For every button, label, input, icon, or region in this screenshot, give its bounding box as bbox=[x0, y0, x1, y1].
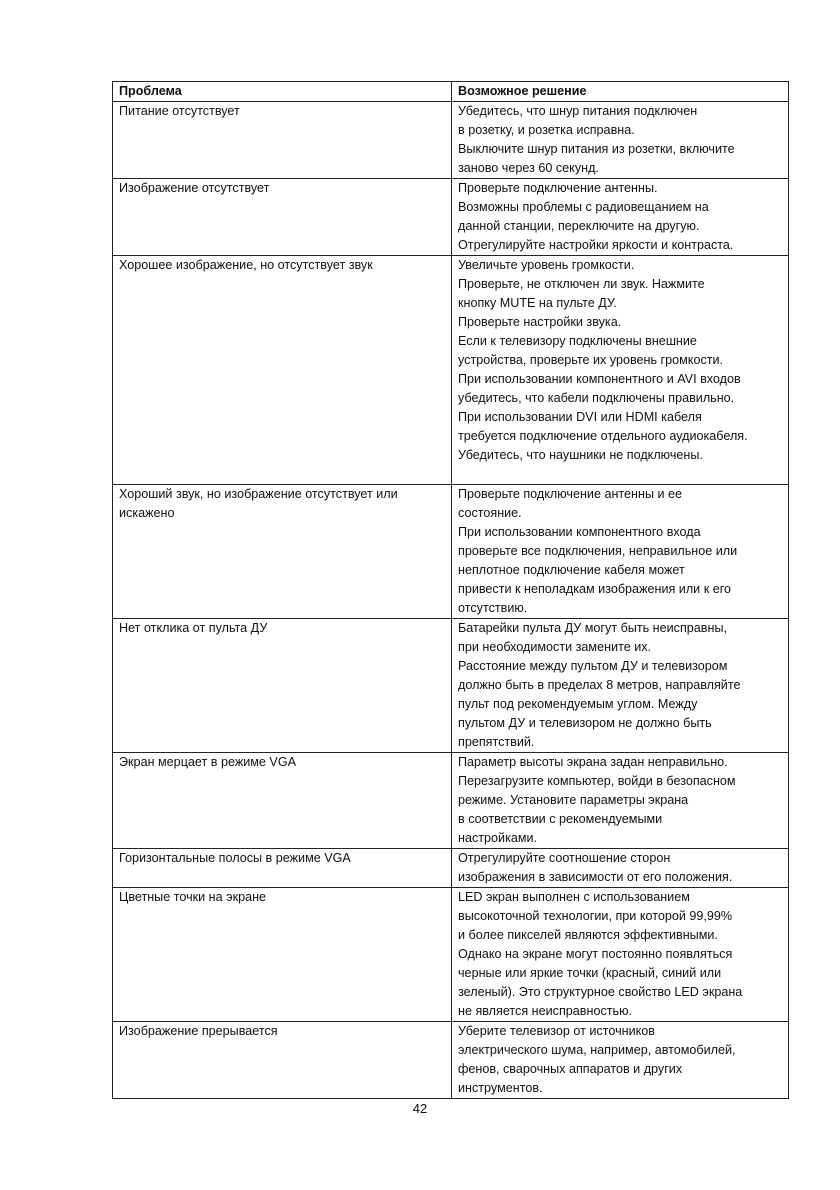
table-header-row bbox=[113, 82, 789, 102]
solution-line: данной станции, переключите на другую. bbox=[458, 219, 700, 233]
solution-line: Если к телевизору подключены внешние bbox=[458, 334, 697, 348]
problem-cell: Питание отсутствует bbox=[113, 102, 452, 179]
solution-line: отсутствию. bbox=[458, 601, 528, 615]
solution-cell bbox=[452, 485, 789, 619]
table-body bbox=[113, 102, 789, 1099]
solution-line: Расстояние между пультом ДУ и телевизором bbox=[458, 659, 728, 673]
solution-cell bbox=[452, 102, 789, 179]
solution-line: пульт под рекомендуемым углом. Между bbox=[458, 697, 698, 711]
solution-cell bbox=[452, 179, 789, 256]
solution-line: убедитесь, что кабели подключены правильно. bbox=[458, 391, 735, 405]
solution-line: При использовании компонентного и AVI входов bbox=[458, 372, 741, 386]
solution-line: пультом ДУ и телевизором не должно быть bbox=[458, 716, 712, 730]
solution-cell bbox=[452, 753, 789, 849]
solution-line: Убедитесь, что шнур питания подключен bbox=[458, 104, 698, 118]
solution-line: при необходимости замените их. bbox=[458, 640, 652, 654]
problem-cell: Горизонтальные полосы в режиме VGA bbox=[113, 849, 452, 888]
problem-cell: Изображение отсутствует bbox=[113, 179, 452, 256]
solution-line: При использовании компонентного входа bbox=[458, 525, 701, 539]
problem-cell: Нет отклика от пульта ДУ bbox=[113, 619, 452, 753]
solution-line: не является неисправностью. bbox=[458, 1004, 633, 1018]
table-row bbox=[113, 619, 789, 753]
problem-cell: Изображение прерывается bbox=[113, 1022, 452, 1099]
solution-line: режиме. Установите параметры экрана bbox=[458, 793, 689, 807]
solution-cell bbox=[452, 888, 789, 1022]
solution-line: неплотное подключение кабеля может bbox=[458, 563, 685, 577]
problem-cell: Экран мерцает в режиме VGA bbox=[113, 753, 452, 849]
solution-cell bbox=[452, 619, 789, 753]
problem-cell: Цветные точки на экране bbox=[113, 888, 452, 1022]
table-row bbox=[113, 485, 789, 619]
solution-line: должно быть в пределах 8 метров, направляйте bbox=[458, 678, 741, 692]
solution-line: препятствий. bbox=[458, 735, 535, 749]
solution-line bbox=[458, 465, 784, 484]
solution-line: Отрегулируйте настройки яркости и контраста. bbox=[458, 238, 734, 252]
solution-line: устройства, проверьте их уровень громкости. bbox=[458, 353, 724, 367]
solution-line: и более пикселей являются эффективными. bbox=[458, 928, 718, 942]
table-row bbox=[113, 753, 789, 849]
solution-line: Перезагрузите компьютер, войди в безопасном bbox=[458, 774, 736, 788]
solution-line: Убедитесь, что наушники не подключены. bbox=[458, 448, 703, 462]
table-row bbox=[113, 179, 789, 256]
solution-line: высокоточной технологии, при которой 99,99% bbox=[458, 909, 733, 923]
solution-line: Проверьте, не отключен ли звук. Нажмите bbox=[458, 277, 705, 291]
solution-line: кнопку MUTE на пульте ДУ. bbox=[458, 296, 617, 310]
solution-line: Увеличьте уровень громкости. bbox=[458, 258, 635, 272]
header-problem: Проблема bbox=[113, 82, 452, 102]
table-row bbox=[113, 849, 789, 888]
header-solution: Возможное решение bbox=[452, 82, 789, 102]
solution-line: в соответствии с рекомендуемыми bbox=[458, 812, 663, 826]
solution-line: Выключите шнур питания из розетки, включите bbox=[458, 142, 735, 156]
solution-line: требуется подключение отдельного аудиокабеля. bbox=[458, 429, 748, 443]
table-row bbox=[113, 1022, 789, 1099]
solution-line: в розетку, и розетка исправна. bbox=[458, 123, 635, 137]
solution-cell bbox=[452, 1022, 789, 1099]
troubleshooting-table bbox=[112, 81, 789, 1099]
solution-line: инструментов. bbox=[458, 1081, 543, 1095]
solution-line: Однако на экране могут постоянно появляться bbox=[458, 947, 733, 961]
solution-cell bbox=[452, 849, 789, 888]
page-number: 42 bbox=[412, 1101, 428, 1116]
solution-line: Отрегулируйте соотношение сторон bbox=[458, 851, 671, 865]
solution-cell bbox=[452, 256, 789, 485]
solution-line: изображения в зависимости от его положения. bbox=[458, 870, 733, 884]
solution-line: Параметр высоты экрана задан неправильно. bbox=[458, 755, 728, 769]
solution-line: При использовании DVI или HDMI кабеля bbox=[458, 410, 702, 424]
solution-line: Проверьте подключение антенны и ее bbox=[458, 487, 683, 501]
solution-line: привести к неполадкам изображения или к его bbox=[458, 582, 732, 596]
solution-line: черные или яркие точки (красный, синий или bbox=[458, 966, 722, 980]
solution-line: электрического шума, например, автомобилей, bbox=[458, 1043, 736, 1057]
solution-line: проверьте все подключения, неправильное или bbox=[458, 544, 738, 558]
solution-line: фенов, сварочных аппаратов и других bbox=[458, 1062, 683, 1076]
solution-line: LED экран выполнен с использованием bbox=[458, 890, 690, 904]
solution-line: Уберите телевизор от источников bbox=[458, 1024, 655, 1038]
problem-cell: Хороший звук, но изображение отсутствует или искажено bbox=[113, 485, 452, 619]
solution-line: состояние. bbox=[458, 506, 522, 520]
solution-line: Возможны проблемы с радиовещанием на bbox=[458, 200, 709, 214]
table-row bbox=[113, 102, 789, 179]
solution-line: заново через 60 секунд. bbox=[458, 161, 599, 175]
table-row bbox=[113, 888, 789, 1022]
solution-line: Проверьте настройки звука. bbox=[458, 315, 622, 329]
table-row bbox=[113, 256, 789, 485]
solution-line: зеленый). Это структурное свойство LED экрана bbox=[458, 985, 743, 999]
problem-cell: Хорошее изображение, но отсутствует звук bbox=[113, 256, 452, 485]
solution-line: настройками. bbox=[458, 831, 538, 845]
solution-line: Проверьте подключение антенны. bbox=[458, 181, 658, 195]
solution-line: Батарейки пульта ДУ могут быть неисправны, bbox=[458, 621, 727, 635]
